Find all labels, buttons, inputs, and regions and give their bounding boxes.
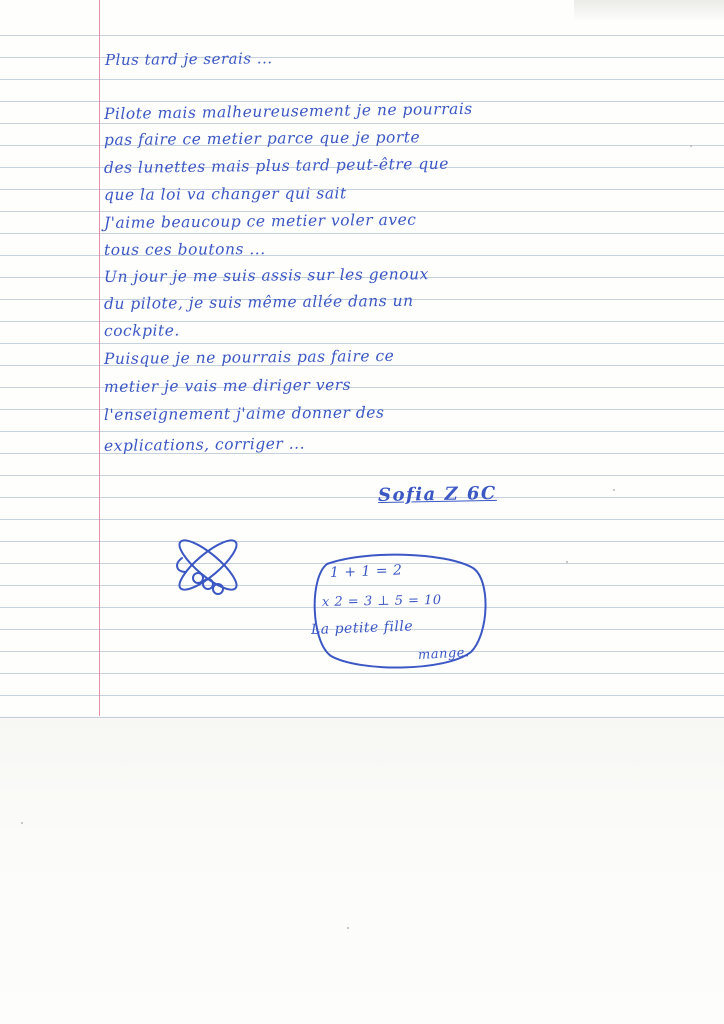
rule-line <box>0 79 724 80</box>
body-line-11: metier je vais me diriger vers <box>103 375 352 396</box>
bubble-note-1: 1 + 1 = 2 <box>329 562 403 581</box>
scan-corner-shadow <box>574 0 724 20</box>
scan-bottom-background <box>0 716 724 1024</box>
scan-speck <box>347 927 349 929</box>
rule-line <box>0 695 724 696</box>
body-line-1: Pilote mais malheureusement je ne pourrais <box>103 99 473 123</box>
body-line-6: tous ces boutons ... <box>103 240 266 259</box>
body-line-7: Un jour je me suis assis sur les genoux <box>103 265 429 286</box>
rule-line <box>0 519 724 520</box>
title-line: Plus tard je serais ... <box>104 49 273 69</box>
scan-speck <box>613 489 615 491</box>
rule-line <box>0 673 724 674</box>
body-line-12: l'enseignement j'aime donner des <box>103 403 385 424</box>
rule-line <box>0 35 724 36</box>
rule-line <box>0 431 724 432</box>
bubble-note-4: mange. <box>417 645 470 663</box>
rule-line <box>0 541 724 542</box>
body-line-13: explications, corriger ... <box>103 434 306 455</box>
body-line-4: que la loi va changer qui sait <box>103 184 347 204</box>
body-line-9: cockpite. <box>103 321 180 340</box>
rule-line <box>0 343 724 344</box>
bubble-note-3: La petite fille <box>310 618 414 638</box>
rule-line <box>0 475 724 476</box>
rule-line <box>0 123 724 124</box>
body-line-2: pas faire ce metier parce que je porte <box>103 128 421 149</box>
signature: Sofia Z 6C <box>377 482 497 506</box>
body-line-5: J'aime beaucoup ce metier voler avec <box>103 210 417 232</box>
crossed-loops-doodle <box>168 520 248 610</box>
scan-speck <box>690 145 692 147</box>
rule-line <box>0 717 724 718</box>
scan-speck <box>566 561 568 563</box>
body-line-3: des lunettes mais plus tard peut-être que <box>103 154 449 177</box>
bubble-note-2: x 2 = 3 ⊥ 5 = 10 <box>321 592 442 610</box>
rule-line <box>0 497 724 498</box>
scan-speck <box>21 822 23 824</box>
red-margin-line <box>99 0 100 716</box>
body-line-10: Puisque je ne pourrais pas faire ce <box>103 346 395 368</box>
rule-line <box>0 233 724 234</box>
body-line-8: du pilote, je suis même allée dans un <box>103 291 414 313</box>
